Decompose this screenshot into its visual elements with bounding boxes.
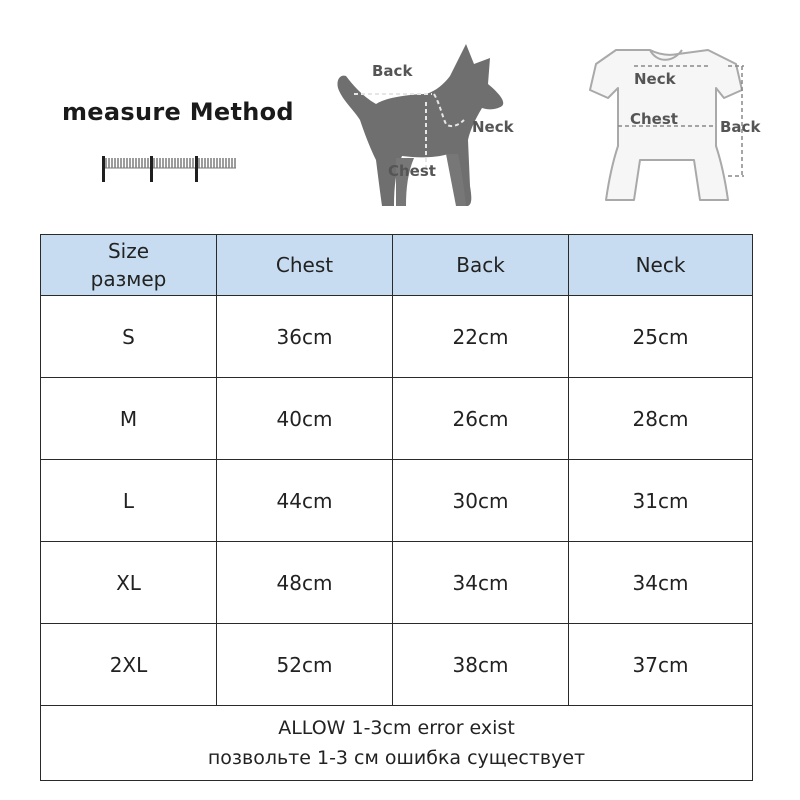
cell-size: 2XL bbox=[41, 624, 217, 706]
header-size bbox=[41, 235, 217, 296]
garment-label-chest: Chest bbox=[630, 110, 678, 128]
table-note-row bbox=[41, 706, 753, 781]
cell-chest: 44cm bbox=[217, 460, 393, 542]
tolerance-note-ru: позвольте 1-3 см ошибка существует bbox=[207, 747, 586, 769]
cell-chest: 36cm bbox=[217, 296, 393, 378]
cell-size: M bbox=[41, 378, 217, 460]
header-chest: Chest bbox=[217, 235, 393, 296]
cell-chest: 52cm bbox=[217, 624, 393, 706]
table-row bbox=[41, 624, 753, 706]
cell-neck: 28cm bbox=[569, 378, 753, 460]
header-back: Back bbox=[393, 235, 569, 296]
cell-neck: 37cm bbox=[569, 624, 753, 706]
measure-method-title: measure Method bbox=[62, 98, 294, 126]
cell-neck: 34cm bbox=[569, 542, 753, 624]
header-size-en: Size bbox=[107, 239, 150, 263]
cell-size: S bbox=[41, 296, 217, 378]
ruler-icon bbox=[100, 154, 240, 184]
tolerance-note-en: ALLOW 1-3cm error exist bbox=[278, 717, 515, 739]
cell-back: 30cm bbox=[393, 460, 569, 542]
table-row bbox=[41, 542, 753, 624]
dog-label-neck: Neck bbox=[472, 118, 514, 136]
cell-back: 22cm bbox=[393, 296, 569, 378]
tolerance-note bbox=[41, 706, 753, 781]
table-row bbox=[41, 460, 753, 542]
header-size-ru: размер bbox=[90, 267, 167, 291]
measure-method-header bbox=[0, 0, 800, 230]
table-row bbox=[41, 378, 753, 460]
cell-neck: 25cm bbox=[569, 296, 753, 378]
cell-size: L bbox=[41, 460, 217, 542]
cell-size: XL bbox=[41, 542, 217, 624]
garment-label-back: Back bbox=[720, 118, 761, 136]
cell-back: 34cm bbox=[393, 542, 569, 624]
dog-label-back: Back bbox=[372, 62, 413, 80]
dog-label-chest: Chest bbox=[388, 162, 436, 180]
table-row bbox=[41, 296, 753, 378]
cell-neck: 31cm bbox=[569, 460, 753, 542]
size-table bbox=[40, 234, 753, 781]
cell-back: 26cm bbox=[393, 378, 569, 460]
garment-label-neck: Neck bbox=[634, 70, 676, 88]
cell-back: 38cm bbox=[393, 624, 569, 706]
header-neck: Neck bbox=[569, 235, 753, 296]
table-header-row bbox=[41, 235, 753, 296]
cell-chest: 40cm bbox=[217, 378, 393, 460]
garment-outline-icon bbox=[574, 36, 774, 216]
cell-chest: 48cm bbox=[217, 542, 393, 624]
dog-silhouette-icon bbox=[318, 36, 538, 216]
